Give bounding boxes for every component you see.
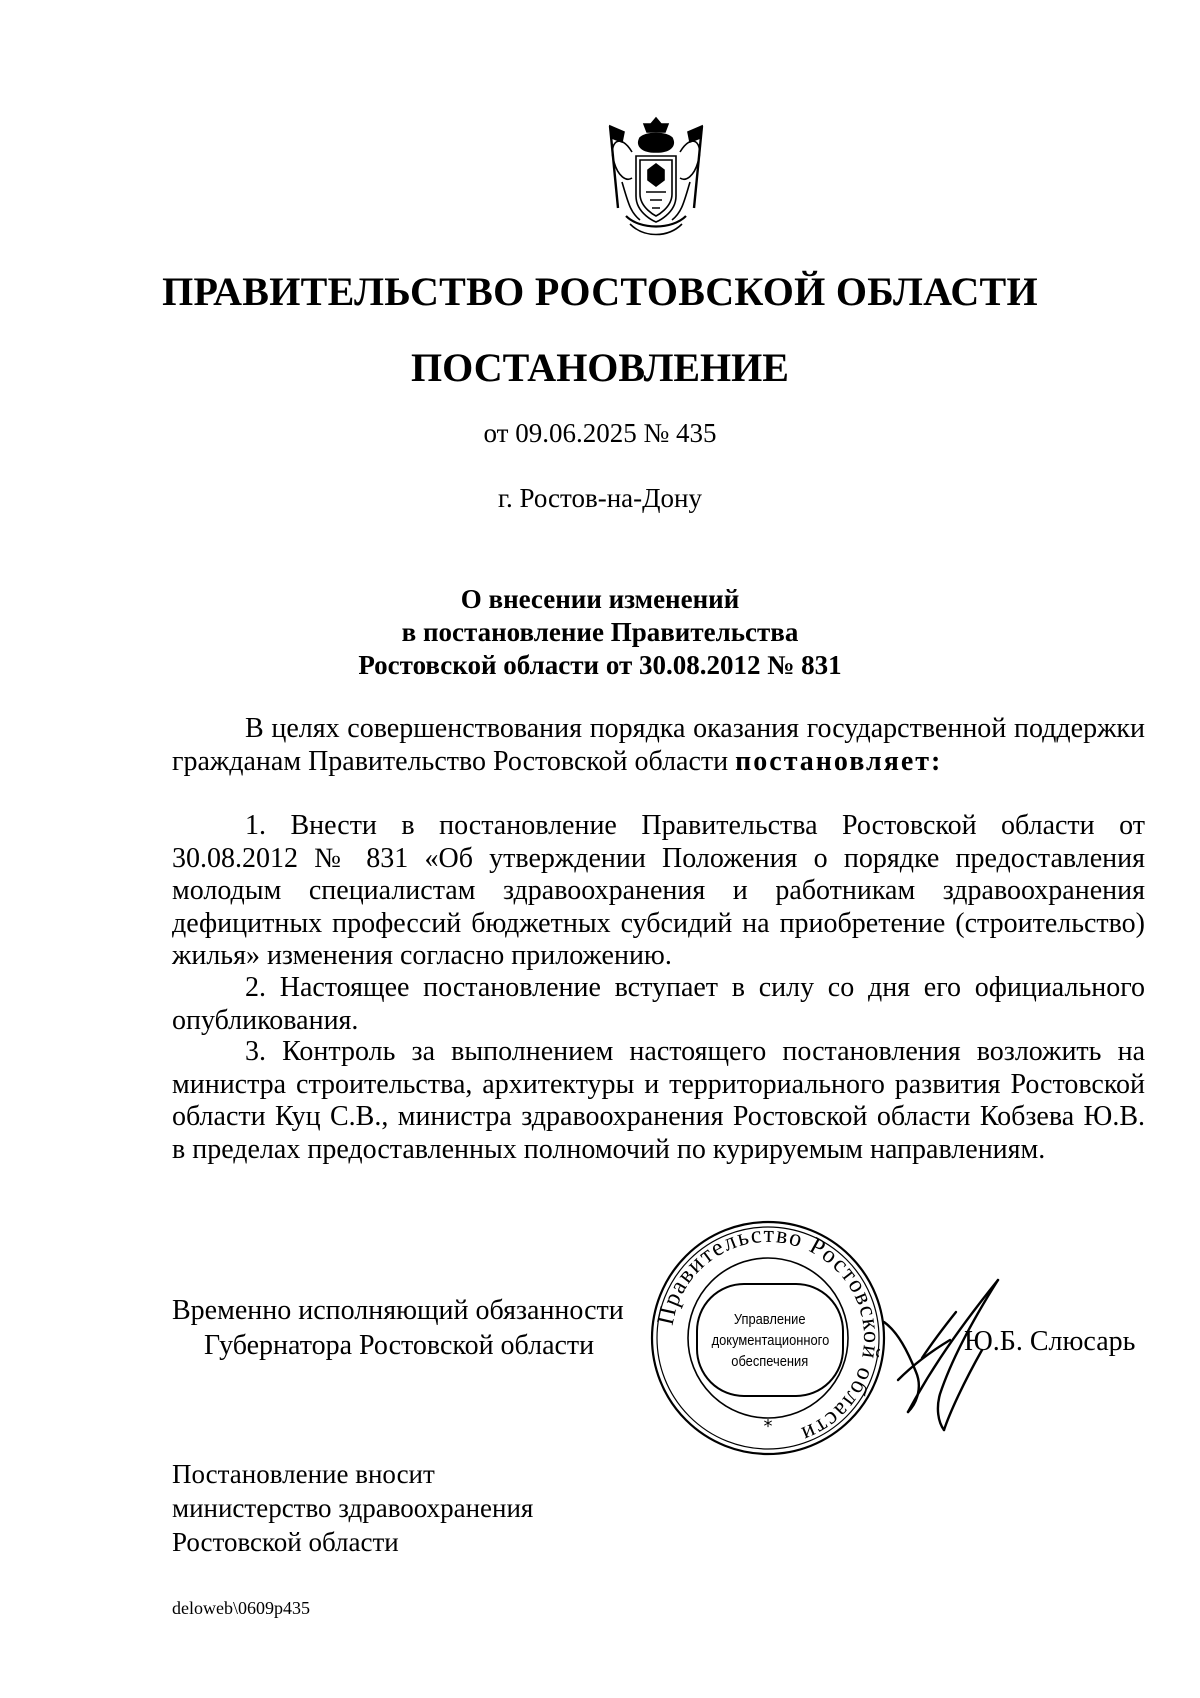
document-date-number: от 09.06.2025 № 435 <box>483 418 717 448</box>
document-subject <box>0 583 1200 682</box>
submitter-line: Постановление вносит <box>172 1459 435 1489</box>
item-2-paragraph: 2. Настоящее постановление вступает в силу со дня его официального опубликования. <box>172 972 1145 1036</box>
preamble-paragraph <box>172 713 1145 778</box>
subject-line: Ростовской области от 30.08.2012 № 831 <box>358 650 842 680</box>
position-line: Губернатора Ростовской области <box>204 1330 595 1361</box>
subject-line: в постановление Правительства <box>401 617 799 647</box>
stamp-ring-text: Правительство Ростовской области <box>652 1221 885 1448</box>
document-type: ПОСТАНОВЛЕНИЕ <box>411 345 789 390</box>
stamp-inner-line: документационного <box>711 1331 829 1349</box>
item-3-paragraph: 3. Контроль за выполнением настоящего постановления возложить на министра строительства, архитектуры и территориального развития Ростовской области Куц С.В., министра здравоохранения Ростовской области Кобзева Ю.В. в пределах предоставленных полномочий по курируемым направлениям. <box>172 1036 1145 1165</box>
preamble-keyword: постановляет: <box>735 745 943 777</box>
position-line: Временно исполняющий обязанности <box>172 1295 624 1326</box>
submitter-line: министерство здравоохранения <box>172 1493 534 1523</box>
signatory-position <box>172 1293 624 1363</box>
stamp-inner-line: Управление <box>734 1310 806 1328</box>
stamp-center-box <box>696 1283 844 1397</box>
preamble-text: В целях совершенствования порядка оказания государственной поддержки гражданам Правительство Ростовской области <box>172 713 1145 777</box>
coat-of-arms-emblem <box>600 112 712 242</box>
document-city: г. Ростов-на-Дону <box>497 483 702 513</box>
item-1-paragraph: 1. Внести в постановление Правительства Ростовской области от 30.08.2012 № 831 «Об утверждении Положения о порядке предоставления молодым специалистам здравоохранения и работникам здравоохранения дефицитных профессий бюджетных субсидий на приобретение (строительство) жилья» изменения согласно приложению. <box>172 810 1145 971</box>
signatory-name: Ю.Б. Слюсарь <box>964 1326 1136 1357</box>
file-code: deloweb\0609p435 <box>172 1598 310 1618</box>
stamp-star-icon: * <box>763 1416 773 1437</box>
stamp-inner-line: обеспечения <box>731 1352 809 1370</box>
submitter-line: Ростовской области <box>172 1527 399 1557</box>
subject-line: О внесении изменений <box>460 584 740 614</box>
submitter-note <box>172 1457 533 1559</box>
government-name: ПРАВИТЕЛЬСТВО РОСТОВСКОЙ ОБЛАСТИ <box>162 269 1038 314</box>
